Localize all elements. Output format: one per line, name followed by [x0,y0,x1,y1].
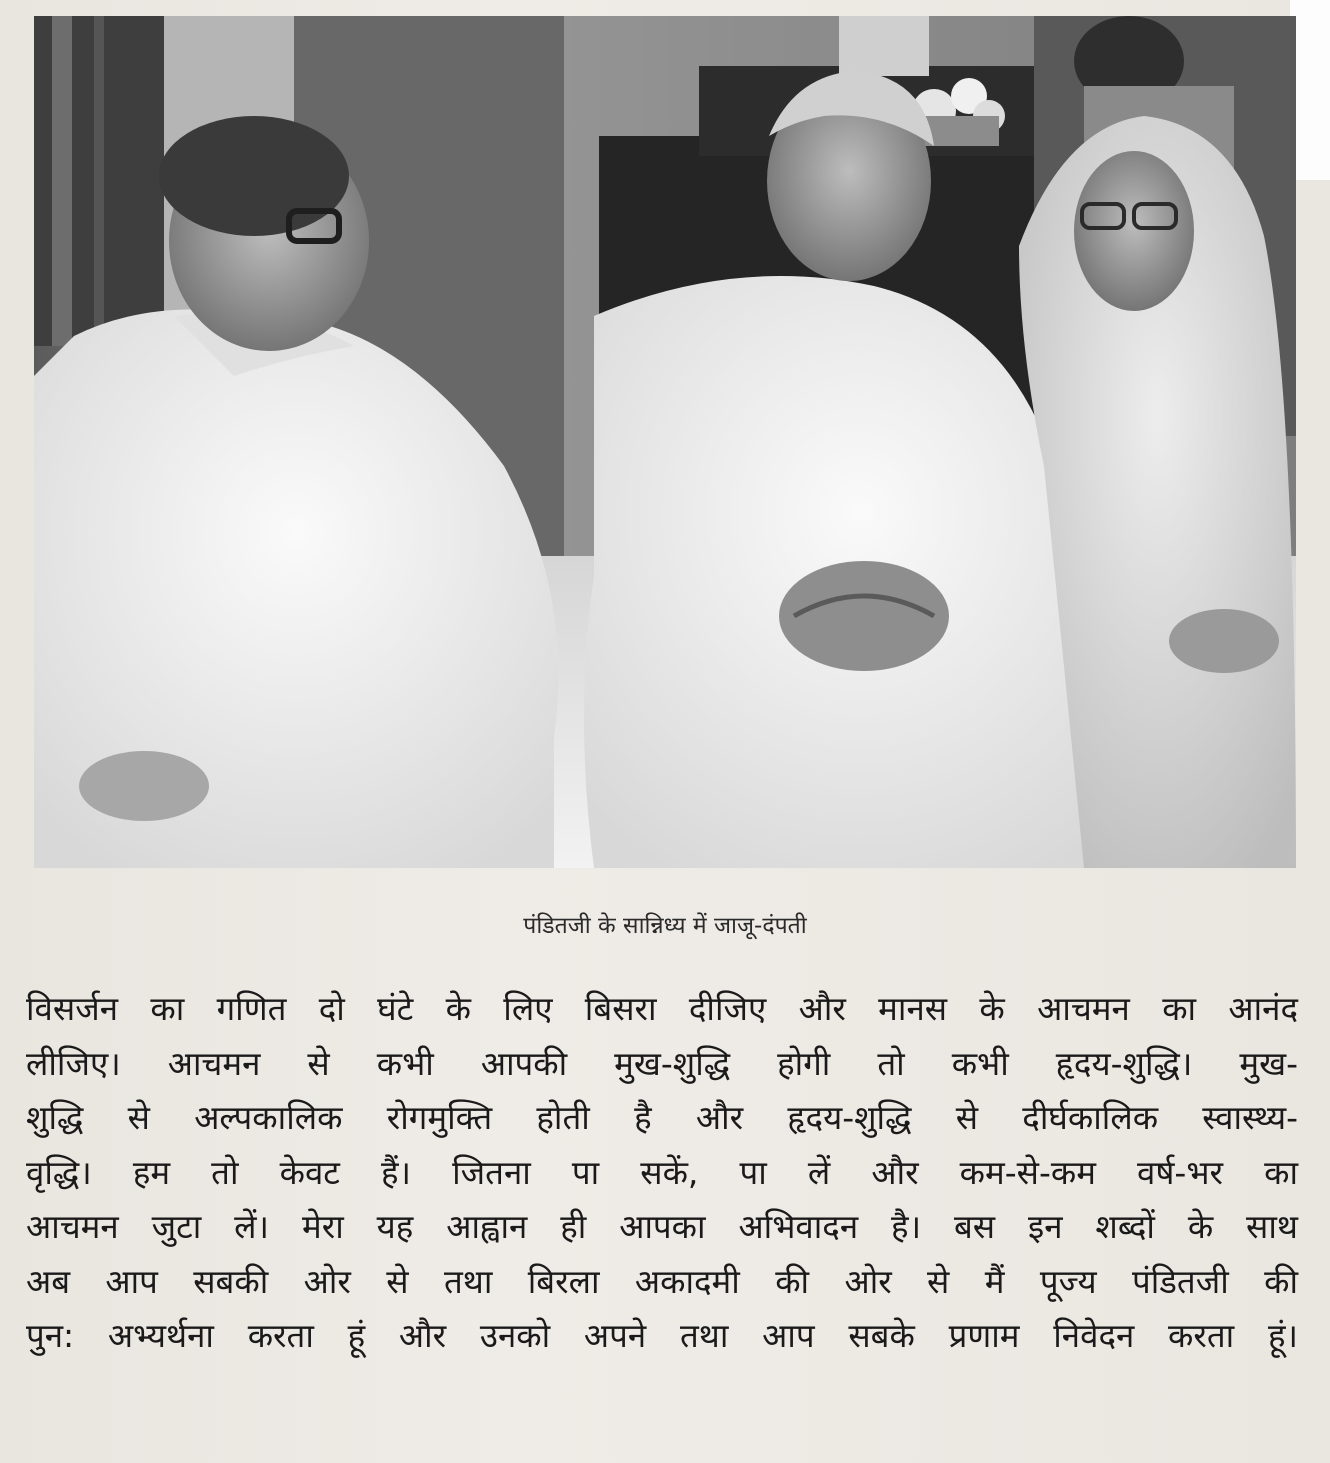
photograph-of-three-people-seated-icon [34,16,1296,868]
paragraph-line: शुद्धि से अल्पकालिक रोगमुक्ति होती है और हृदय-शुद्धि से दीर्घकालिक स्वास्थ्य- [26,1098,1298,1137]
paragraph-line: विसर्जन का गणित दो घंटे के लिए बिसरा दीजिए और मानस के आचमन का आनंद [26,989,1298,1028]
photograph [34,16,1296,868]
photo-caption: पंडितजी के सान्निध्य में जाजू-दंपती [523,913,807,939]
paragraph-line: अब आप सबकी ओर से तथा बिरला अकादमी की ओर से मैं पूज्य पंडितजी की [26,1261,1298,1301]
paragraph-line: वृद्धि। हम तो केवट हैं। जितना पा सकें, पा लें और कम-से-कम वर्ष-भर का [26,1152,1298,1192]
body-paragraph [26,982,1298,1364]
paragraph-line: पुन: अभ्यर्थना करता हूं और उनको अपने तथा आप सबके प्रणाम निवेदन करता हूं। [26,1316,1298,1355]
paragraph-line: आचमन जुटा लें। मेरा यह आह्वान ही आपका अभिवादन है। बस इन शब्दों के साथ [26,1207,1298,1246]
paragraph-line: लीजिए। आचमन से कभी आपकी मुख-शुद्धि होगी तो कभी हृदय-शुद्धि। मुख- [26,1043,1298,1083]
page-edge [1290,0,1330,180]
